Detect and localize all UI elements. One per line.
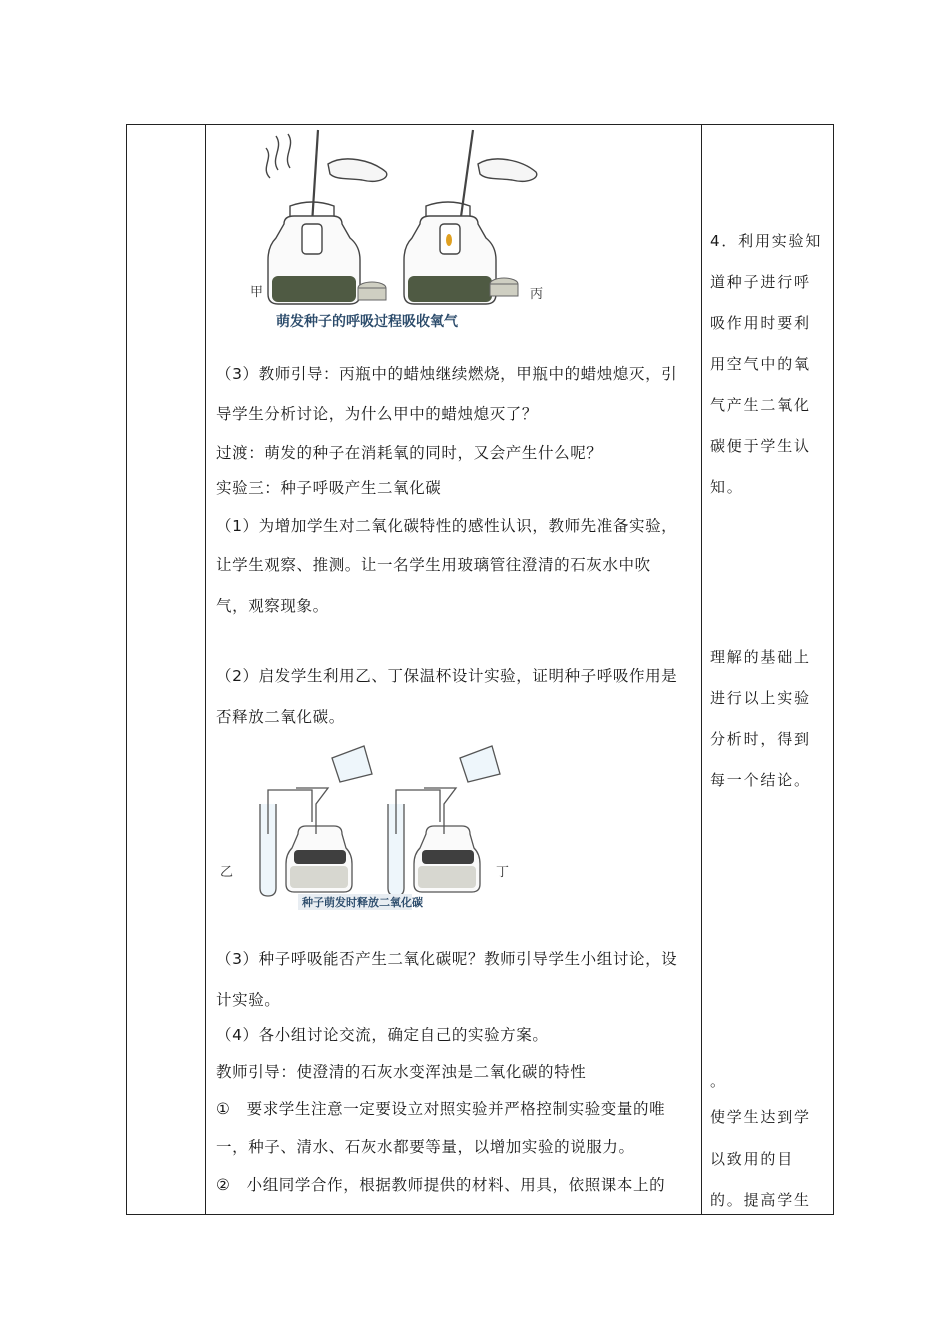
para-6-line-1: （3）种子呼吸能否产生二氧化碳呢？教师引导学生小组讨论，设 [216, 950, 678, 968]
side-note-line-6: 碳便于学生认 [710, 437, 811, 455]
figure1-label-right: 丙 [530, 287, 544, 302]
side-note-line-10: 分析时，得到 [710, 730, 811, 748]
para-1-line-2: 导学生分析讨论，为什么甲中的蜡烛熄灭了？ [216, 405, 539, 423]
side-note-line-15: 的。提高学生 [710, 1191, 811, 1209]
side-note-line-9: 进行以上实验 [710, 689, 811, 707]
side-note-line-13: 使学生达到学 [710, 1108, 811, 1126]
para-4-line-2: 让学生观察、推测。让一名学生用玻璃管往澄清的石灰水中吹 [216, 556, 651, 574]
figure2-label-right: 丁 [496, 865, 510, 880]
para-5-line-1: （2）启发学生利用乙、丁保温杯设计实验，证明种子呼吸作用是 [216, 667, 678, 685]
figure2-label-left: 乙 [220, 865, 234, 880]
side-note-line-14: 以致用的目 [710, 1150, 795, 1168]
para-1-line-1: （3）教师引导：丙瓶中的蜡烛继续燃烧，甲瓶中的蜡烛熄灭，引 [216, 365, 678, 383]
para-10: ② 小组同学合作，根据教师提供的材料、用具，依照课本上的 [216, 1176, 666, 1194]
column-divider-1 [205, 125, 206, 1214]
para-5-line-2: 否释放二氧化碳。 [216, 708, 345, 726]
para-2: 过渡：萌发的种子在消耗氧的同时，又会产生什么呢？ [216, 444, 603, 462]
para-9-line-1: ① 要求学生注意一定要设立对照实验并严格控制实验变量的唯 [216, 1100, 666, 1118]
side-note-line-5: 气产生二氧化 [710, 396, 811, 414]
figure1-label-left: 甲 [250, 285, 264, 300]
para-8: 教师引导：使澄清的石灰水变浑浊是二氧化碳的特性 [216, 1063, 587, 1081]
para-9-line-2: 一，种子、清水、石灰水都要等量，以增加实验的说服力。 [216, 1138, 635, 1156]
side-note-line-8: 理解的基础上 [710, 648, 811, 666]
side-note-line-11: 每一个结论。 [710, 771, 811, 789]
side-note-line-12: 。 [710, 1072, 727, 1090]
seed-oxygen-figure [240, 128, 560, 336]
para-4-line-3: 气，观察现象。 [216, 597, 329, 615]
figure1-caption: 萌发种子的呼吸过程吸收氧气 [276, 314, 458, 330]
side-note-line-2: 道种子进行呼 [710, 273, 811, 291]
para-7: （4）各小组讨论交流，确定自己的实验方案。 [216, 1026, 549, 1044]
column-divider-2 [701, 125, 702, 1214]
side-note-line-3: 吸作用时要利 [710, 314, 811, 332]
para-3: 实验三：种子呼吸产生二氧化碳 [216, 479, 442, 497]
seed-co2-figure [216, 738, 536, 914]
para-6-line-2: 计实验。 [216, 991, 281, 1009]
side-note-line-4: 用空气中的氧 [710, 355, 811, 373]
side-note-line-7: 知。 [710, 478, 744, 496]
side-note-line-1: 4．利用实验知 [710, 232, 823, 250]
figure2-caption: 种子萌发时释放二氧化碳 [302, 896, 423, 909]
para-4-line-1: （1）为增加学生对二氧化碳特性的感性认识，教师先准备实验， [216, 517, 678, 535]
